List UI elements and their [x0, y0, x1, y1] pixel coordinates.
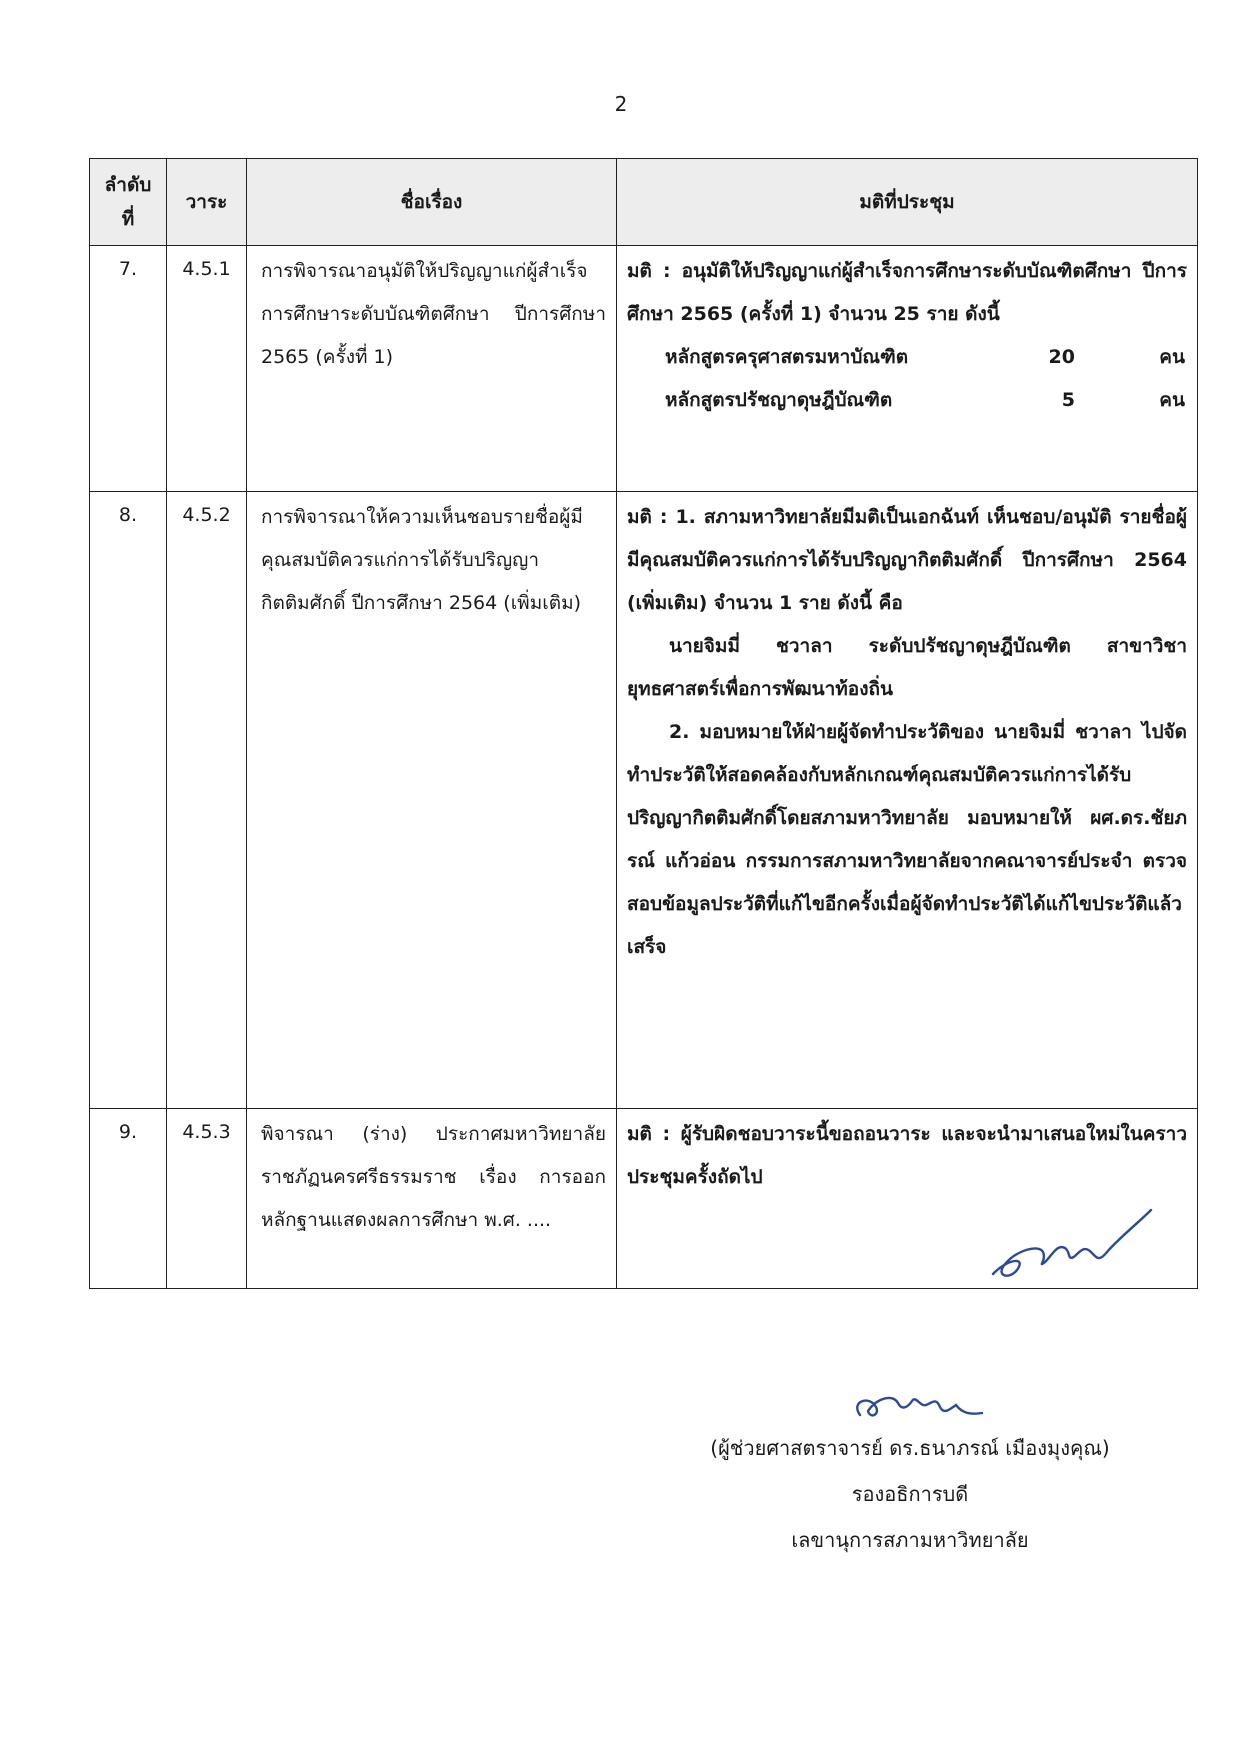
header-no: ลำดับ ที่	[90, 159, 167, 246]
program-count: 20	[1048, 346, 1075, 368]
header-agenda: วาระ	[167, 159, 247, 246]
row-number: 7.	[90, 246, 167, 492]
header-resolution: มติที่ประชุม	[617, 159, 1198, 246]
program-line	[627, 336, 1187, 379]
table-row	[90, 1109, 1198, 1289]
minutes-table	[89, 158, 1198, 1289]
row-title: การพิจารณาให้ความเห็นชอบรายชื่อผู้มีคุณสมบัติควรแก่การได้รับปริญญากิตติมศักดิ์ ปีการศึกษา 2564 (เพิ่มเติม)	[247, 492, 617, 1109]
row-agenda: 4.5.2	[167, 492, 247, 1109]
row-agenda: 4.5.3	[167, 1109, 247, 1289]
program-name: หลักสูตรครุศาสตรมหาบัณฑิต	[665, 346, 909, 368]
table-header-row	[90, 159, 1198, 246]
table-row	[90, 492, 1198, 1109]
signature-icon	[700, 1385, 1120, 1425]
page-number: 2	[614, 92, 628, 116]
resolution-paragraph: มติ : 1. สภามหาวิทยาลัยมีมติเป็นเอกฉันท์ เห็นชอบ/อนุมัติ รายชื่อผู้มีคุณสมบัติควรแก่การได้รับปริญญากิตติมศักดิ์ ปีการศึกษา 2564 (เพิ่มเติม) จำนวน 1 ราย ดังนี้ คือ	[627, 506, 1187, 614]
row-title: การพิจารณาอนุมัติให้ปริญญาแก่ผู้สำเร็จการศึกษาระดับบัณฑิตศึกษา ปีการศึกษา 2565 (ครั้งที่ 1)	[247, 246, 617, 492]
resolution-text: มติ : อนุมัติให้ปริญญาแก่ผู้สำเร็จการศึกษาระดับบัณฑิตศึกษา ปีการศึกษา 2565 (ครั้งที่ 1) จำนวน 25 ราย ดังนี้	[627, 260, 1187, 325]
row-agenda: 4.5.1	[167, 246, 247, 492]
row-resolution	[617, 1109, 1198, 1289]
initials-signature-icon	[987, 1204, 1157, 1284]
signatory-name: (ผู้ช่วยศาสตราจารย์ ดร.ธนาภรณ์ เมืองมุงคุณ)	[710, 1436, 1110, 1460]
row-title: พิจารณา (ร่าง) ประกาศมหาวิทยาลัยราชภัฏนครศรีธรรมราช เรื่อง การออกหลักฐานแสดงผลการศึกษา พ.ศ. ....	[247, 1109, 617, 1289]
resolution-paragraph: นายจิมมี่ ชวาลา ระดับปรัชญาดุษฎีบัณฑิต สาขาวิชายุทธศาสตร์เพื่อการพัฒนาท้องถิ่น	[627, 635, 1187, 700]
program-count: 5	[1061, 389, 1075, 411]
signatory-role: เลขานุการสภามหาวิทยาลัย	[791, 1528, 1029, 1552]
header-title: ชื่อเรื่อง	[247, 159, 617, 246]
row-number: 8.	[90, 492, 167, 1109]
table-row	[90, 246, 1198, 492]
resolution-text: มติ : ผู้รับผิดชอบวาระนี้ขอถอนวาระ และจะนำมาเสนอใหม่ในคราวประชุมครั้งถัดไป	[627, 1123, 1187, 1188]
program-name: หลักสูตรปรัชญาดุษฎีบัณฑิต	[665, 389, 893, 411]
row-number: 9.	[90, 1109, 167, 1289]
signatory-position: รองอธิการบดี	[851, 1482, 969, 1506]
program-unit: คน	[1159, 346, 1185, 368]
row-resolution	[617, 246, 1198, 492]
program-line	[627, 379, 1187, 422]
resolution-paragraph: 2. มอบหมายให้ฝ่ายผู้จัดทำประวัติของ นายจิมมี่ ชวาลา ไปจัดทำประวัติให้สอดคล้องกับหลักเกณฑ์คุณสมบัติควรแก่การได้รับปริญญากิตติมศักดิ์โดยสภามหาวิทยาลัย มอบหมายให้ ผศ.ดร.ชัยภรณ์ แก้วอ่อน กรรมการสภามหาวิทยาลัยจากคณาจารย์ประจำ ตรวจสอบข้อมูลประวัติที่แก้ไขอีกครั้งเมื่อผู้จัดทำประวัติได้แก้ไขประวัติแล้วเสร็จ	[627, 721, 1187, 958]
signature-block	[700, 1385, 1120, 1563]
program-unit: คน	[1159, 389, 1185, 411]
row-resolution	[617, 492, 1198, 1109]
